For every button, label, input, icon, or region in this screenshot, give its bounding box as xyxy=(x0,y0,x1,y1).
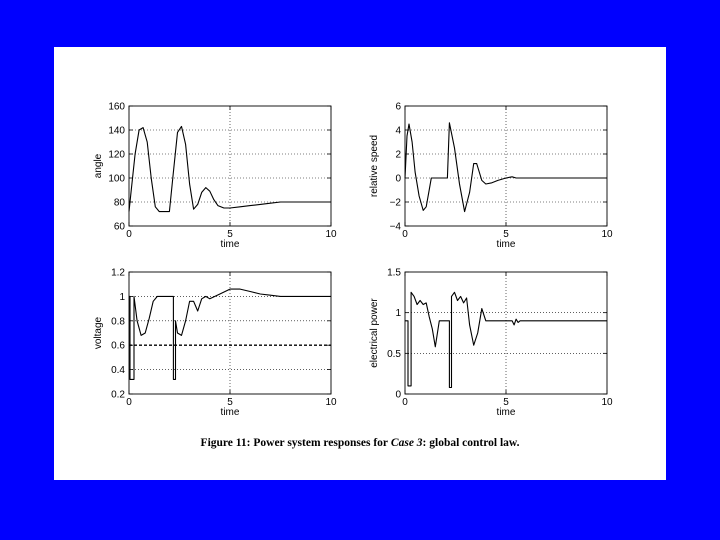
y-tick-label: 4 xyxy=(395,125,401,137)
chart-panel-2 xyxy=(369,102,613,251)
y-axis-label: voltage xyxy=(93,316,104,350)
y-tick-label: 0.6 xyxy=(111,340,125,352)
figure-plots xyxy=(54,47,666,437)
x-tick-label: 5 xyxy=(227,397,233,408)
x-axis-label: time xyxy=(496,407,516,418)
x-axis-label: time xyxy=(496,239,516,250)
y-tick-label: 0.8 xyxy=(111,316,125,328)
y-tick-label: 80 xyxy=(113,197,125,209)
y-tick-label: 0 xyxy=(395,389,401,401)
caption-suffix: : global control law. xyxy=(422,437,520,449)
y-tick-label: 60 xyxy=(113,221,125,233)
y-axis-label: electrical power xyxy=(369,298,380,368)
y-tick-label: 1.5 xyxy=(387,267,401,279)
y-tick-label: −4 xyxy=(389,221,401,233)
y-tick-label: 140 xyxy=(108,125,125,137)
caption-case: Case 3 xyxy=(390,437,423,449)
x-tick-label: 0 xyxy=(126,229,132,240)
y-tick-label: 1 xyxy=(395,308,401,320)
y-axis-label: relative speed xyxy=(369,134,380,198)
figure-caption xyxy=(54,437,666,449)
caption-prefix: Figure 11: Power system responses for xyxy=(200,437,389,449)
y-tick-label: −2 xyxy=(389,197,401,209)
y-tick-label: 120 xyxy=(108,149,125,161)
x-tick-label: 0 xyxy=(126,397,132,408)
y-tick-label: 0.2 xyxy=(111,389,125,401)
y-tick-label: 6 xyxy=(395,101,401,113)
y-tick-label: 2 xyxy=(395,149,401,161)
y-tick-label: 0.4 xyxy=(111,365,125,377)
chart-panel-4 xyxy=(369,268,613,419)
y-tick-label: 1.2 xyxy=(111,267,125,279)
y-tick-label: 0.5 xyxy=(387,348,401,360)
x-axis-label: time xyxy=(220,239,240,250)
x-tick-label: 10 xyxy=(325,229,337,240)
x-tick-label: 10 xyxy=(601,397,613,408)
y-tick-label: 1 xyxy=(119,291,125,303)
x-tick-label: 0 xyxy=(402,229,408,240)
x-tick-label: 10 xyxy=(601,229,613,240)
x-tick-label: 0 xyxy=(402,397,408,408)
x-tick-label: 5 xyxy=(503,229,509,240)
slide-page xyxy=(54,47,666,480)
chart-panel-1 xyxy=(93,102,337,251)
chart-panel-3 xyxy=(93,268,337,419)
y-axis-label: angle xyxy=(93,153,104,179)
x-tick-label: 10 xyxy=(325,397,337,408)
x-axis-label: time xyxy=(220,407,240,418)
x-tick-label: 5 xyxy=(503,397,509,408)
x-tick-label: 5 xyxy=(227,229,233,240)
y-tick-label: 160 xyxy=(108,101,125,113)
y-tick-label: 100 xyxy=(108,173,125,185)
y-tick-label: 0 xyxy=(395,173,401,185)
series-line xyxy=(405,292,607,387)
